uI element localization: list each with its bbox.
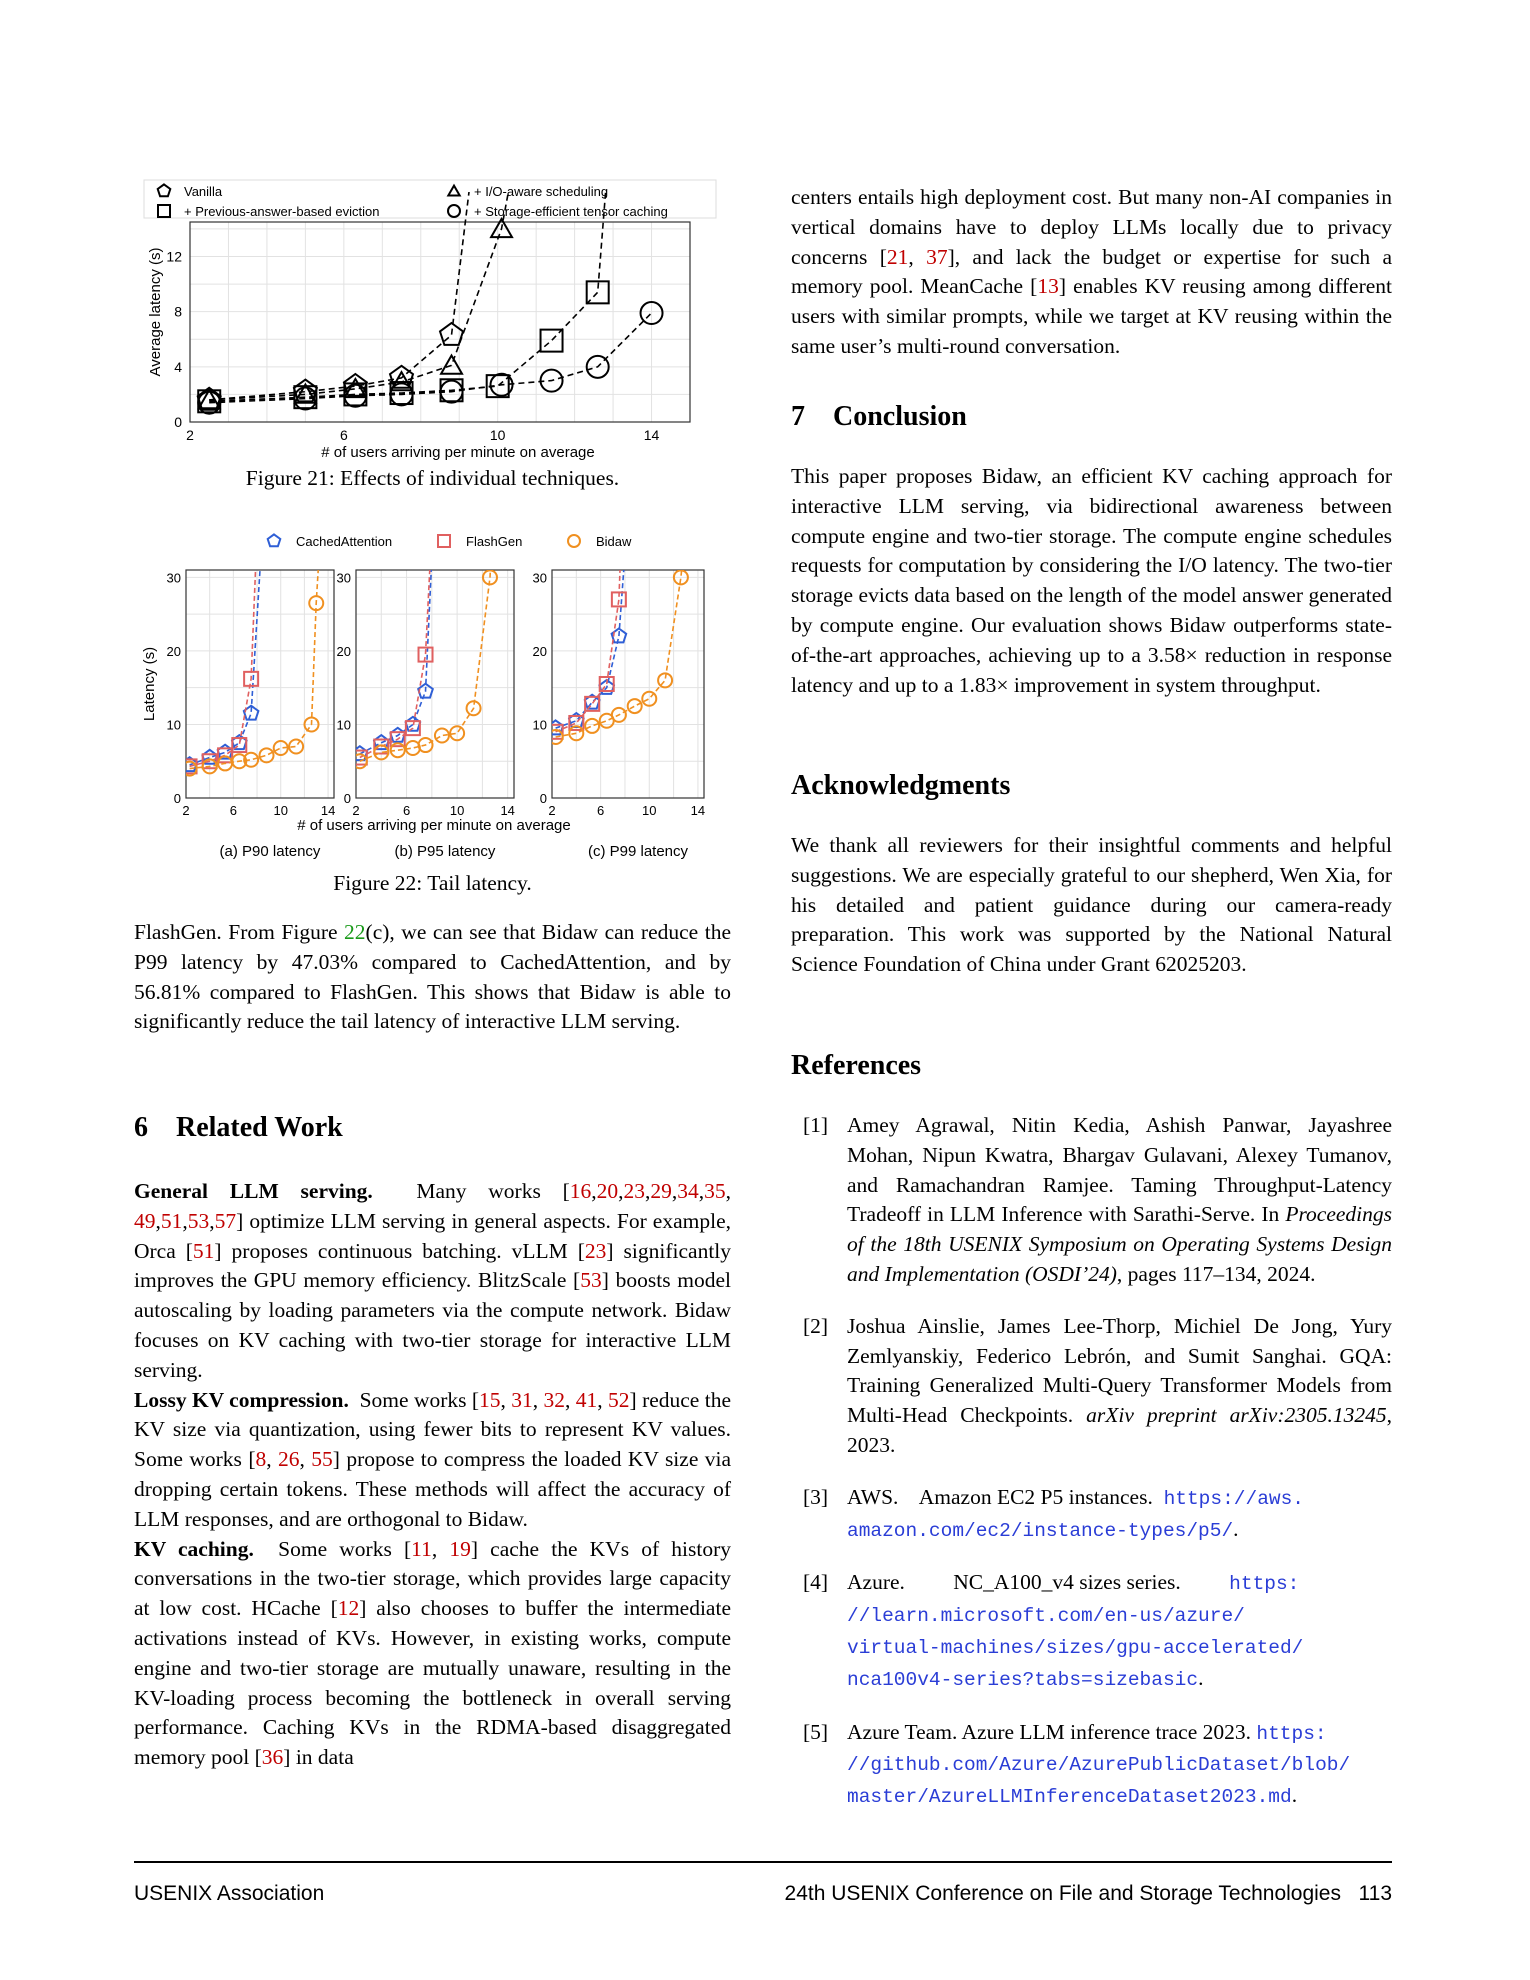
page-number: 113: [1358, 1882, 1392, 1905]
x-tick-label: 2: [352, 803, 360, 818]
legend-label: + Previous-answer-based eviction: [184, 204, 380, 219]
series-group: [353, 525, 497, 768]
legend-label: FlashGen: [466, 534, 523, 549]
series-group: [548, 525, 688, 744]
y-tick-label: 0: [173, 791, 181, 806]
section-6-heading: 6 Related Work: [134, 1112, 343, 1143]
reference-item: [5] Azure Team. Azure LLM inference trace 2023. https: //github.com/Azure/AzurePublicDataset/blob/ master/AzureLLMInferenceDataset2023.md.: [803, 1719, 1351, 1809]
footer-left: USENIX Association: [134, 1882, 325, 1905]
reference-item: [4] Azure. NC_A100_v4 sizes series. https: //learn.microsoft.com/en-us/azure/ virtual-machines/sizes/gpu-accelerated/ nca100v4-series?tabs=sizebasic.: [803, 1570, 1304, 1691]
x-tick-label: 2: [548, 803, 556, 818]
reference-item: [3] AWS. Amazon EC2 P5 instances. https://aws. amazon.com/ec2/instance-types/p5/.: [803, 1484, 1305, 1542]
figure-22-caption: Figure 22: Tail latency.: [333, 871, 532, 895]
y-tick-label: 8: [174, 303, 182, 320]
legend-marker: [438, 535, 450, 547]
reference-link[interactable]: https: //learn.microsoft.com/en-us/azure/ virtual-machines/sizes/gpu-accelerated/ nca100v4-series?tabs=sizebasic: [847, 1573, 1304, 1691]
x-tick-label: 14: [643, 427, 660, 443]
figure-22-chart: [134, 525, 724, 865]
footer-rule: [134, 1861, 1392, 1863]
x-tick-label: 2: [182, 803, 190, 818]
y-tick-label: 30: [532, 570, 547, 586]
series-line: [209, 313, 651, 403]
data-point: [585, 719, 599, 733]
footer-right: [785, 1882, 1392, 1906]
x-tick-label: 14: [690, 803, 706, 818]
footer-conference: 24th USENIX Conference on File and Storage Technologies: [784, 1882, 1341, 1905]
run-in-general-llm-serving: General LLM serving.: [134, 1179, 373, 1203]
legend-label: + I/O-aware scheduling: [474, 184, 609, 199]
legend-label: Vanilla: [184, 184, 223, 199]
data-point: [628, 699, 642, 713]
x-axis-label: # of users arriving per minute on average: [297, 817, 571, 834]
y-tick-label: 12: [166, 248, 182, 265]
y-tick-label: 20: [336, 643, 351, 659]
series-group: [182, 525, 323, 776]
y-tick-label: 10: [336, 717, 351, 733]
references-heading: References: [791, 1050, 922, 1081]
y-tick-label: 10: [532, 717, 547, 733]
plot-frame: [356, 570, 514, 798]
tail-latency-paragraph: FlashGen. From Figure 22(c), we can see that Bidaw can reduce the P99 latency by 47.03% compared to CachedAttention, and by 56.81% compared to FlashGen. This shows that Bidaw is able to significantly reduce the tail latency of interactive LLM serving.: [134, 920, 731, 1034]
plot-frame: [552, 570, 704, 798]
series-line: [556, 525, 623, 732]
x-tick-label: 10: [489, 427, 506, 443]
data-point: [260, 748, 274, 762]
subplot-label: (a) P90 latency: [219, 843, 321, 860]
acknowledgments-heading: Acknowledgments: [791, 770, 1011, 801]
run-in-lossy-kv: Lossy KV compression.: [134, 1387, 349, 1412]
y-tick-label: 30: [166, 570, 181, 586]
series-line: [360, 525, 435, 754]
subplot-label: (c) P99 latency: [587, 843, 689, 860]
y-tick-label: 20: [532, 643, 547, 659]
figure-21-caption: Figure 21: Effects of individual techniques.: [245, 466, 620, 490]
series-line: [360, 525, 433, 758]
y-tick-label: 10: [166, 717, 181, 733]
y-axis-label: Average latency (s): [147, 247, 164, 377]
x-tick-label: 10: [273, 803, 288, 818]
x-tick-label: 2: [186, 427, 194, 443]
x-tick-label: 10: [642, 803, 657, 818]
figure-21-chart: [134, 176, 724, 466]
x-tick-label: 6: [597, 803, 605, 818]
run-in-kv-caching: KV caching.: [134, 1536, 254, 1561]
series-line: [190, 525, 259, 766]
section-7-heading: 7 Conclusion: [791, 401, 967, 432]
y-tick-label: 0: [343, 791, 351, 806]
figure-link[interactable]: 22: [344, 920, 366, 944]
related-work-paragraph-1: General LLM serving. Many works [16,20,23,29,34,35, 49,51,53,57] optimize LLM serving in general aspects. For example, Orca [51] proposes continuous batching. vLLM [23] significantly improves the GPU memory efficiency. BlitzScale [53] boosts model autoscaling by loading parameters via the compute network. Bidaw focuses on KV caching with two-tier storage for interactive LLM serving. Lossy KV compression. Some works [15, 31, 32, 41, 52] reduce the KV size via quantization, using fewer bits to represent KV values. Some works [8, 26, 55] propose to compress the loaded KV size via dropping certain tokens. These methods will affect the accuracy of LLM responses, and are orthogonal to Bidaw. KV caching. Some works [11, 19] cache the KVs of history conversations in the two-tier storage, which provides large capacity at low cost. HCache [12] also chooses to buffer the intermediate activations instead of KVs. However, in existing works, compute engine and two-tier storage are mutually unaware, resulting in the KV-loading process becoming the bottleneck in overall serving performance. Caching KVs in the RDMA-based disaggregated memory pool [36] in data: [134, 1179, 732, 1770]
y-tick-label: 0: [539, 791, 547, 806]
y-tick-label: 30: [336, 570, 351, 586]
legend-label: + Storage-efficient tensor caching: [474, 204, 668, 219]
reference-list: [791, 1111, 1392, 1835]
legend-label: Bidaw: [596, 534, 632, 549]
x-tick-label: 14: [500, 803, 515, 818]
reference-link[interactable]: https: //github.com/Azure/AzurePublicDataset/blob/ master/AzureLLMInferenceDataset2023.md: [847, 1722, 1351, 1809]
reference-item: [1] Amey Agrawal, Nitin Kedia, Ashish Panwar, Jayashree Mohan, Nipun Kwatra, Bhargav Gulavani, Alexey Tumanov, and Ramachandran Ramjee. Taming Throughput-Latency Tradeoff in LLM Inference with Sarathi-Serve. In Proceedings of the 18th USENIX Symposium on Operating Systems Design and Implementation (OSDI’24), pages 117–134, 2024.: [803, 1113, 1392, 1286]
subplot-label: (b) P95 latency: [394, 843, 496, 860]
reference-item: [2] Joshua Ainslie, James Lee-Thorp, Michiel De Jong, Yury Zemlyanskiy, Federico Lebrón, and Sumit Sanghai. GQA: Training Generalized Multi-Query Transformer Models from Multi-Head Checkpoints. arXiv preprint arXiv:2305.13245, 2023.: [803, 1313, 1392, 1457]
x-tick-label: 6: [339, 427, 348, 443]
x-tick-label: 14: [320, 803, 336, 818]
x-tick-label: 6: [402, 803, 411, 818]
y-tick-label: 4: [174, 358, 182, 375]
related-work-continued: centers entails high deployment cost. But many non-AI companies in vertical domains have to deploy LLMs locally due to privacy concerns [21, 37], and lack the budget or expertise for such a memory pool. MeanCache [13] enables KV reusing among different users with similar prompts, while we target at KV reusing within the same user’s multi-round conversation.: [791, 185, 1392, 358]
y-tick-label: 20: [166, 643, 181, 659]
x-axis-label: # of users arriving per minute on average: [321, 444, 595, 461]
reference-link[interactable]: https://aws. amazon.com/ec2/instance-types/p5/: [847, 1487, 1305, 1542]
legend-marker: [568, 535, 580, 547]
y-tick-label: 0: [174, 414, 182, 430]
legend-marker: [268, 534, 281, 546]
legend-label: CachedAttention: [296, 534, 393, 549]
x-tick-label: 6: [229, 803, 237, 818]
x-tick-label: 10: [449, 803, 465, 818]
conclusion-paragraph: This paper proposes Bidaw, an efficient KV caching approach for interactive LLM serving, via bidirectional awareness between compute engine and two-tier storage. The compute engine schedules requests for computation by considering the I/O latency. The two-tier storage evicts data based on the length of the model answer generated by compute engine. Our evaluation shows Bidaw outperforms state-of-the-art approaches, achieving up to a 3.58× reduction in response latency and up to a 1.83× improvement in system throughput.: [791, 464, 1392, 697]
y-axis-label: Latency (s): [141, 646, 158, 722]
acknowledgments-paragraph: We thank all reviewers for their insightful comments and helpful suggestions. We are especially grateful to our shepherd, Wen Xia, for his detailed and patient guidance during our camera-ready preparation. This work was supported by the National Natural Science Foundation of China under Grant 62025203.: [791, 833, 1392, 977]
